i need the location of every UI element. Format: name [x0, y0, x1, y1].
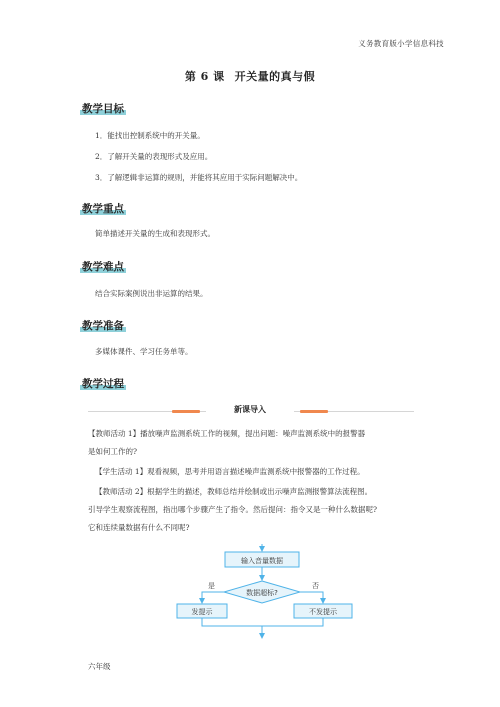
difficulties-text: 结合实际案例说出非运算的结果。	[95, 289, 208, 298]
lesson-number: 第 6 课	[184, 70, 225, 83]
paragraph-line: 【教师活动 2】根据学生的描述，教师总结并绘制或出示噪声监测报警算法流程图。	[95, 487, 373, 496]
flow-no-label: 否	[312, 582, 319, 590]
divider-accent-left	[172, 410, 200, 413]
flow-decision-label: 数据超标?	[246, 589, 278, 597]
lesson-title-text: 开关量的真与假	[234, 70, 316, 83]
noise-alarm-flowchart	[170, 544, 355, 644]
section-preparation-heading: 教学准备	[82, 320, 124, 332]
goal-item: 1．能找出控制系统中的开关量。	[95, 131, 205, 140]
header-subject: 义务教育版小学信息科技	[358, 39, 444, 48]
divider-accent-right	[300, 410, 328, 413]
goal-item: 3．了解逻辑非运算的规则，并能将其应用于实际问题解决中。	[95, 173, 303, 182]
paragraph-line: 是如何工作的?	[88, 447, 138, 456]
footer-grade: 六年级	[88, 662, 111, 671]
flow-yes-label: 是	[208, 582, 215, 590]
section-key-points-heading: 教学重点	[82, 203, 124, 215]
paragraph-line: 它和连续量数据有什么不同呢?	[88, 523, 190, 532]
section-process-heading: 教学过程	[82, 378, 124, 390]
flow-merge-line	[202, 618, 323, 626]
lesson-title	[0, 68, 500, 84]
section-goals-heading: 教学目标	[82, 103, 124, 115]
flow-arrow-no	[300, 592, 323, 603]
key-points-text: 简单描述开关量的生成和表现形式。	[95, 229, 215, 238]
paragraph-line: 【学生活动 1】观看视频，思考并用语言描述噪声监测系统中报警器的工作过程。	[95, 467, 365, 476]
goal-item: 2．了解开关量的表现形式及应用。	[95, 152, 213, 161]
flow-yes-action-label: 发提示	[191, 608, 213, 616]
preparation-text: 多媒体课件、学习任务单等。	[95, 347, 193, 356]
section-difficulties-heading: 教学难点	[82, 261, 124, 273]
paragraph-line: 【教师活动 1】播放噪声监测系统工作的视频，提出问题：噪声监测系统中的报警器	[88, 429, 366, 438]
paragraph-line: 引导学生观察流程图，指出哪个步骤产生了指令。然后提问：指令又是一种什么数据呢?	[88, 505, 378, 514]
flow-arrow-yes	[202, 592, 224, 603]
process-subheading: 新课导入	[206, 404, 294, 415]
flow-no-action-label: 不发提示	[309, 608, 337, 616]
flow-input-label: 输入音量数据	[241, 557, 283, 565]
